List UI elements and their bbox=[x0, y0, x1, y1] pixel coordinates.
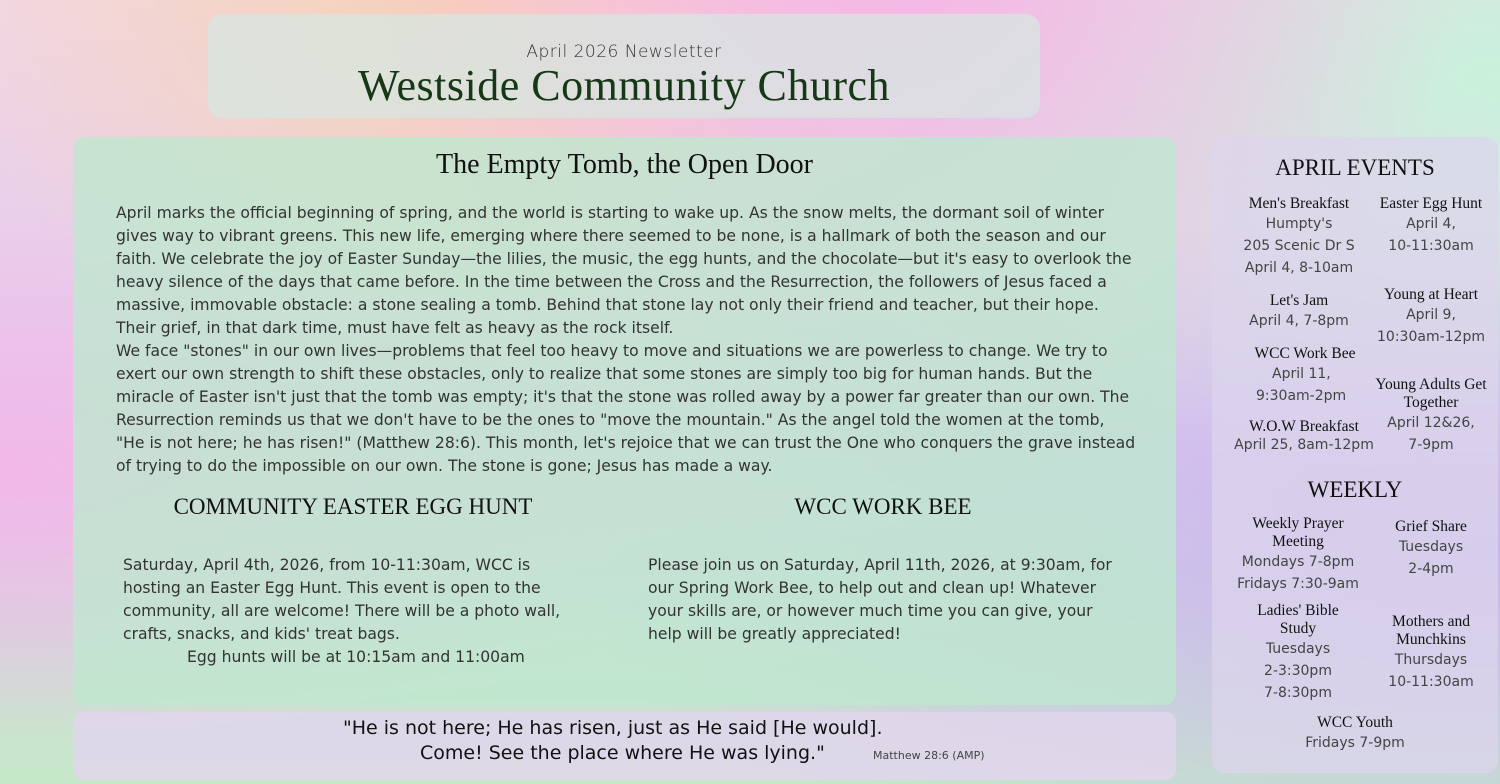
event-young-adults bbox=[1375, 376, 1487, 456]
event-name: Weekly Prayer Meeting bbox=[1252, 515, 1344, 550]
april-events-title: APRIL EVENTS bbox=[1275, 155, 1435, 180]
event-name: Ladies' Bible Study bbox=[1257, 602, 1339, 637]
event-detail: April 4, bbox=[1406, 216, 1456, 232]
quote-line-2: Come! See the place where He was lying." bbox=[420, 742, 825, 764]
article-paragraph: We face "stones" in our own lives—problems that feel too heavy to move and situations we are powerless to change. We try to exert our own strength to shift these obstacles, only to realize that some stones are simply too big for human hands. But the miracle of Easter isn't just that the tomb was empty; it's that the stone was rolled away by a power far greater than our own. The Resurrection reminds us that we don't have to be the ones to "move the mountain." As the angel told the women at the tomb, "He is not here; he has risen!" (Matthew 28:6). This month, let's rejoice that we can trust the One who conquers the grave instead of trying to do the impossible on our own. The stone is gone; Jesus has made a way. bbox=[116, 342, 1136, 475]
event-detail: April 11, bbox=[1272, 366, 1331, 382]
event-detail: 7-9pm bbox=[1408, 437, 1454, 453]
event-easter-egg-hunt bbox=[1364, 195, 1498, 257]
event-detail: April 25, 8am-12pm bbox=[1234, 437, 1374, 453]
quote-reference: Matthew 28:6 (AMP) bbox=[873, 749, 985, 762]
quote-line-1: "He is not here; He has risen, just as He said [He would]. bbox=[343, 717, 883, 739]
event-detail: April 9, bbox=[1406, 307, 1456, 323]
event-detail: 2-3:30pm bbox=[1264, 663, 1332, 679]
work-bee-title: WCC WORK BEE bbox=[794, 494, 972, 519]
weekly-ladies-bible-study bbox=[1245, 602, 1351, 704]
scripture-quote bbox=[73, 712, 1176, 780]
egg-hunt-body bbox=[123, 554, 578, 669]
weekly-wcc-youth bbox=[1282, 714, 1428, 754]
event-detail: 10-11:30am bbox=[1388, 674, 1474, 690]
event-detail: Fridays 7-9pm bbox=[1305, 735, 1405, 751]
weekly-title: WEEKLY bbox=[1307, 477, 1403, 502]
event-detail: Thursdays bbox=[1394, 652, 1468, 668]
event-work-bee bbox=[1230, 345, 1380, 407]
event-name: Young at Heart bbox=[1384, 286, 1478, 303]
work-bee-body bbox=[648, 554, 1123, 646]
article-paragraph: April marks the official beginning of spring, and the world is starting to wake up. As the snow melts, the dormant soil of winter gives way to vibrant greens. This new life, emerging where there seemed to be none, is a hallmark of both the season and our faith. We celebrate the joy of Easter Sunday—the lilies, the music, the egg hunts, and the chocolate—but it's easy to overlook the heavy silence of the days that came before. In the time between the Cross and the Resurrection, the followers of Jesus faced a massive, immovable obstacle: a stone sealing a tomb. Behind that stone lay not only their friend and teacher, but their hope. Their grief, in that dark time, must have felt as heavy as the rock itself. bbox=[116, 204, 1132, 337]
event-detail: Tuesdays bbox=[1398, 539, 1464, 555]
weekly-grief-share bbox=[1378, 518, 1484, 580]
work-bee-text: Please join us on Saturday, April 11th, 2026, at 9:30am, for our Spring Work Bee, to help out and clean up! Whatever your skills are, or however much time you can give, your help will be greatly appreciated! bbox=[648, 556, 1112, 643]
event-name: Let's Jam bbox=[1269, 292, 1329, 309]
egg-hunt-note: Egg hunts will be at 10:15am and 11:00am bbox=[187, 648, 525, 666]
article-title: The Empty Tomb, the Open Door bbox=[435, 149, 813, 180]
event-lets-jam bbox=[1230, 292, 1368, 332]
egg-hunt-text: Saturday, April 4th, 2026, from 10-11:30am, WCC is hosting an Easter Egg Hunt. This event is open to the community, all are welcome! There will be a photo wall, crafts, snacks, and kids' treat bags. bbox=[123, 556, 561, 643]
event-detail: April 4, 8-10am bbox=[1244, 260, 1354, 276]
event-name: Easter Egg Hunt bbox=[1379, 195, 1483, 212]
event-name: WCC Work Bee bbox=[1254, 345, 1356, 362]
weekly-mothers-and-munchkins bbox=[1378, 613, 1484, 693]
event-name: Grief Share bbox=[1395, 518, 1467, 535]
main-article-panel bbox=[73, 137, 1176, 705]
event-wow-breakfast bbox=[1226, 418, 1382, 454]
event-detail: Mondays 7-8pm bbox=[1241, 554, 1355, 570]
event-name: WCC Youth bbox=[1317, 714, 1393, 731]
event-detail: 7-8:30pm bbox=[1264, 685, 1332, 701]
egg-hunt-title: COMMUNITY EASTER EGG HUNT bbox=[173, 494, 533, 519]
event-young-at-heart bbox=[1364, 286, 1498, 348]
event-detail: Fridays 7:30-9am bbox=[1237, 576, 1359, 592]
events-sidebar bbox=[1212, 137, 1498, 773]
article-body bbox=[116, 202, 1136, 478]
event-name: W.O.W Breakfast bbox=[1249, 418, 1359, 435]
event-detail: April 12&26, bbox=[1387, 415, 1475, 431]
event-detail: 10-11:30am bbox=[1388, 238, 1474, 254]
newsletter-header bbox=[208, 14, 1040, 118]
weekly-prayer-meeting bbox=[1230, 515, 1366, 595]
event-detail: 2-4pm bbox=[1408, 561, 1454, 577]
event-mens-breakfast bbox=[1230, 195, 1368, 279]
event-detail: Humpty's bbox=[1265, 216, 1333, 232]
event-name: Mothers and Munchkins bbox=[1392, 613, 1470, 648]
event-detail: April 4, 7-8pm bbox=[1249, 313, 1349, 329]
event-detail: 9:30am-2pm bbox=[1256, 388, 1347, 404]
event-detail: 205 Scenic Dr S bbox=[1243, 238, 1355, 254]
event-detail: Tuesdays bbox=[1265, 641, 1331, 657]
event-name: Men's Breakfast bbox=[1248, 195, 1350, 212]
event-detail: 10:30am-12pm bbox=[1377, 329, 1485, 345]
church-name-title: Westside Community Church bbox=[357, 61, 891, 110]
event-name: Young Adults Get Together bbox=[1375, 376, 1487, 411]
newsletter-subtitle: April 2026 Newsletter bbox=[526, 42, 722, 62]
